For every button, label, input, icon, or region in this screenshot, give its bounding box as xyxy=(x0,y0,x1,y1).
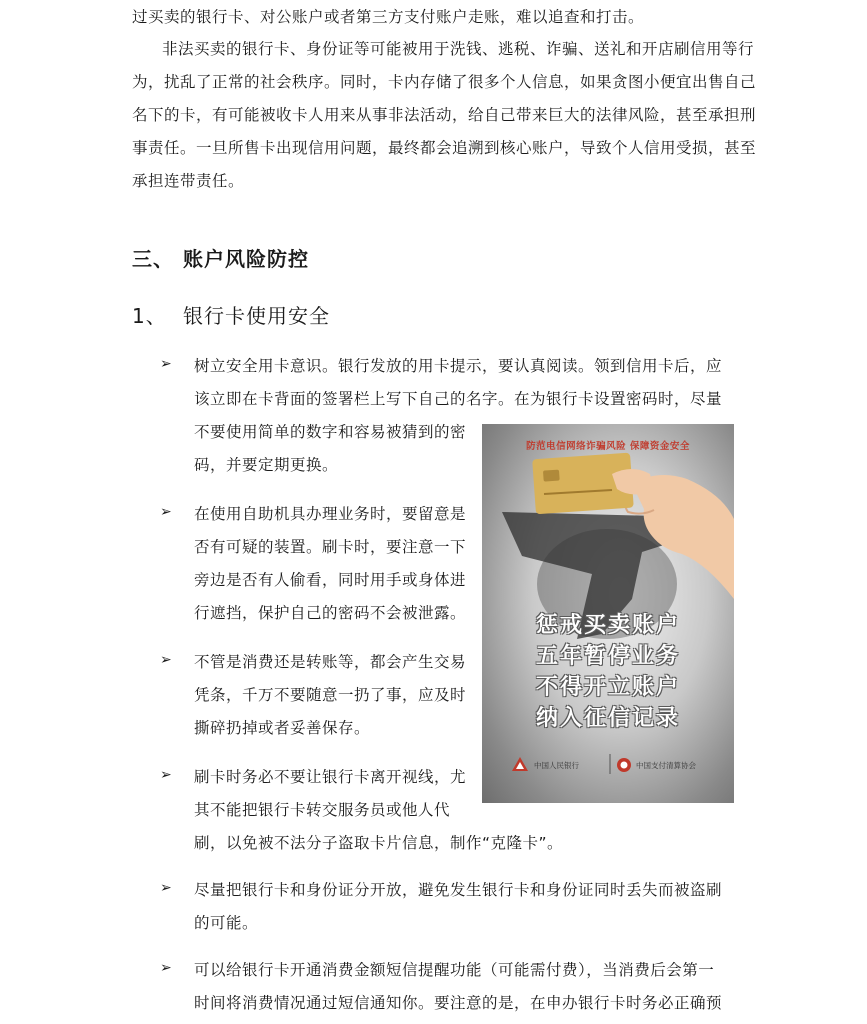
bullet-line: 否有可疑的装置。刷卡时，要注意一下 xyxy=(194,538,467,556)
poster-slogan: 惩戒买卖账户 xyxy=(535,613,680,638)
section-title: 账户风险防控 xyxy=(183,247,309,271)
section-number: 三、 xyxy=(132,247,174,271)
poster-slogan: 不得开立账户 xyxy=(535,675,680,700)
bullet-line: 码，并要定期更换。 xyxy=(194,456,339,474)
paragraph-line: 名下的卡，有可能被收卡人用来从事非法活动，给自己带来巨大的法律风险，甚至承担刑 xyxy=(132,106,757,124)
bullet-line: 不要使用简单的数字和容易被猜到的密 xyxy=(194,423,467,441)
bullet-line: 时间将消费情况通过短信通知你。要注意的是，在申办银行卡时务必正确预 xyxy=(194,994,723,1012)
bullet-line: 行遮挡，保护自己的密码不会被泄露。 xyxy=(194,604,467,622)
subsection-number: 1、 xyxy=(132,304,167,328)
bullet-line: 尽量把银行卡和身份证分开放，避免发生银行卡和身份证同时丢失而被盗刷 xyxy=(194,881,723,899)
payment-clearing-logo-icon xyxy=(617,758,631,772)
bullet-line: 旁边是否有人偷看，同时用手或身体进 xyxy=(194,571,467,589)
bullet-line: 在使用自助机具办理业务时，要留意是 xyxy=(194,505,467,523)
pboc-logo-icon xyxy=(512,757,528,771)
bullet-line: 该立即在卡背面的签署栏上写下自己的名字。在为银行卡设置密码时，尽量 xyxy=(194,390,723,408)
poster-logo-right: 中国支付清算协会 xyxy=(636,761,696,770)
poster-slogan: 五年暂停业务 xyxy=(535,644,680,669)
subsection-title: 银行卡使用安全 xyxy=(183,304,330,328)
poster-logo-left: 中国人民银行 xyxy=(534,761,579,770)
bullet-arrow-icon: ➢ xyxy=(160,880,172,896)
bullet-arrow-icon: ➢ xyxy=(160,652,172,668)
intro-line: 过买卖的银行卡、对公账户或者第三方支付账户走账，难以追查和打击。 xyxy=(132,8,645,26)
paragraph-line: 事责任。一旦所售卡出现信用问题，最终都会追溯到核心账户，导致个人信用受损，甚至 xyxy=(132,139,757,157)
bullet-line: 刷卡时务必不要让银行卡离开视线，尤 xyxy=(194,768,467,786)
paragraph-line: 承担连带责任。 xyxy=(132,172,245,190)
poster-slogan: 纳入征信记录 xyxy=(535,706,680,731)
bullet-line: 其不能把银行卡转交服务员或他人代 xyxy=(194,801,451,819)
bullet-line: 凭条，千万不要随意一扔了事，应及时 xyxy=(194,686,467,704)
paragraph-line: 非法买卖的银行卡、身份证等可能被用于洗钱、逃税、诈骗、送礼和开店刷信用等行 xyxy=(162,40,755,58)
bullet-arrow-icon: ➢ xyxy=(160,504,172,520)
poster-image xyxy=(482,424,734,803)
paragraph-line: 为，扰乱了正常的社会秩序。同时，卡内存储了很多个人信息，如果贪图小便宜出售自己 xyxy=(132,73,757,91)
bullet-arrow-icon: ➢ xyxy=(160,960,172,976)
bullet-line: 撕碎扔掉或者妥善保存。 xyxy=(194,719,371,737)
bullet-line: 的可能。 xyxy=(194,914,259,932)
bullet-line: 树立安全用卡意识。银行发放的用卡提示，要认真阅读。领到信用卡后，应 xyxy=(194,357,723,375)
bullet-line: 刷，以免被不法分子盗取卡片信息，制作“克隆卡”。 xyxy=(194,834,564,852)
bullet-arrow-icon: ➢ xyxy=(160,356,172,372)
bullet-arrow-icon: ➢ xyxy=(160,767,172,783)
poster-title: 防范电信网络诈骗风险 保障资金安全 xyxy=(526,441,690,452)
bullet-line: 可以给银行卡开通消费金额短信提醒功能（可能需付费），当消费后会第一 xyxy=(194,961,715,979)
bullet-line: 不管是消费还是转账等，都会产生交易 xyxy=(194,653,467,671)
